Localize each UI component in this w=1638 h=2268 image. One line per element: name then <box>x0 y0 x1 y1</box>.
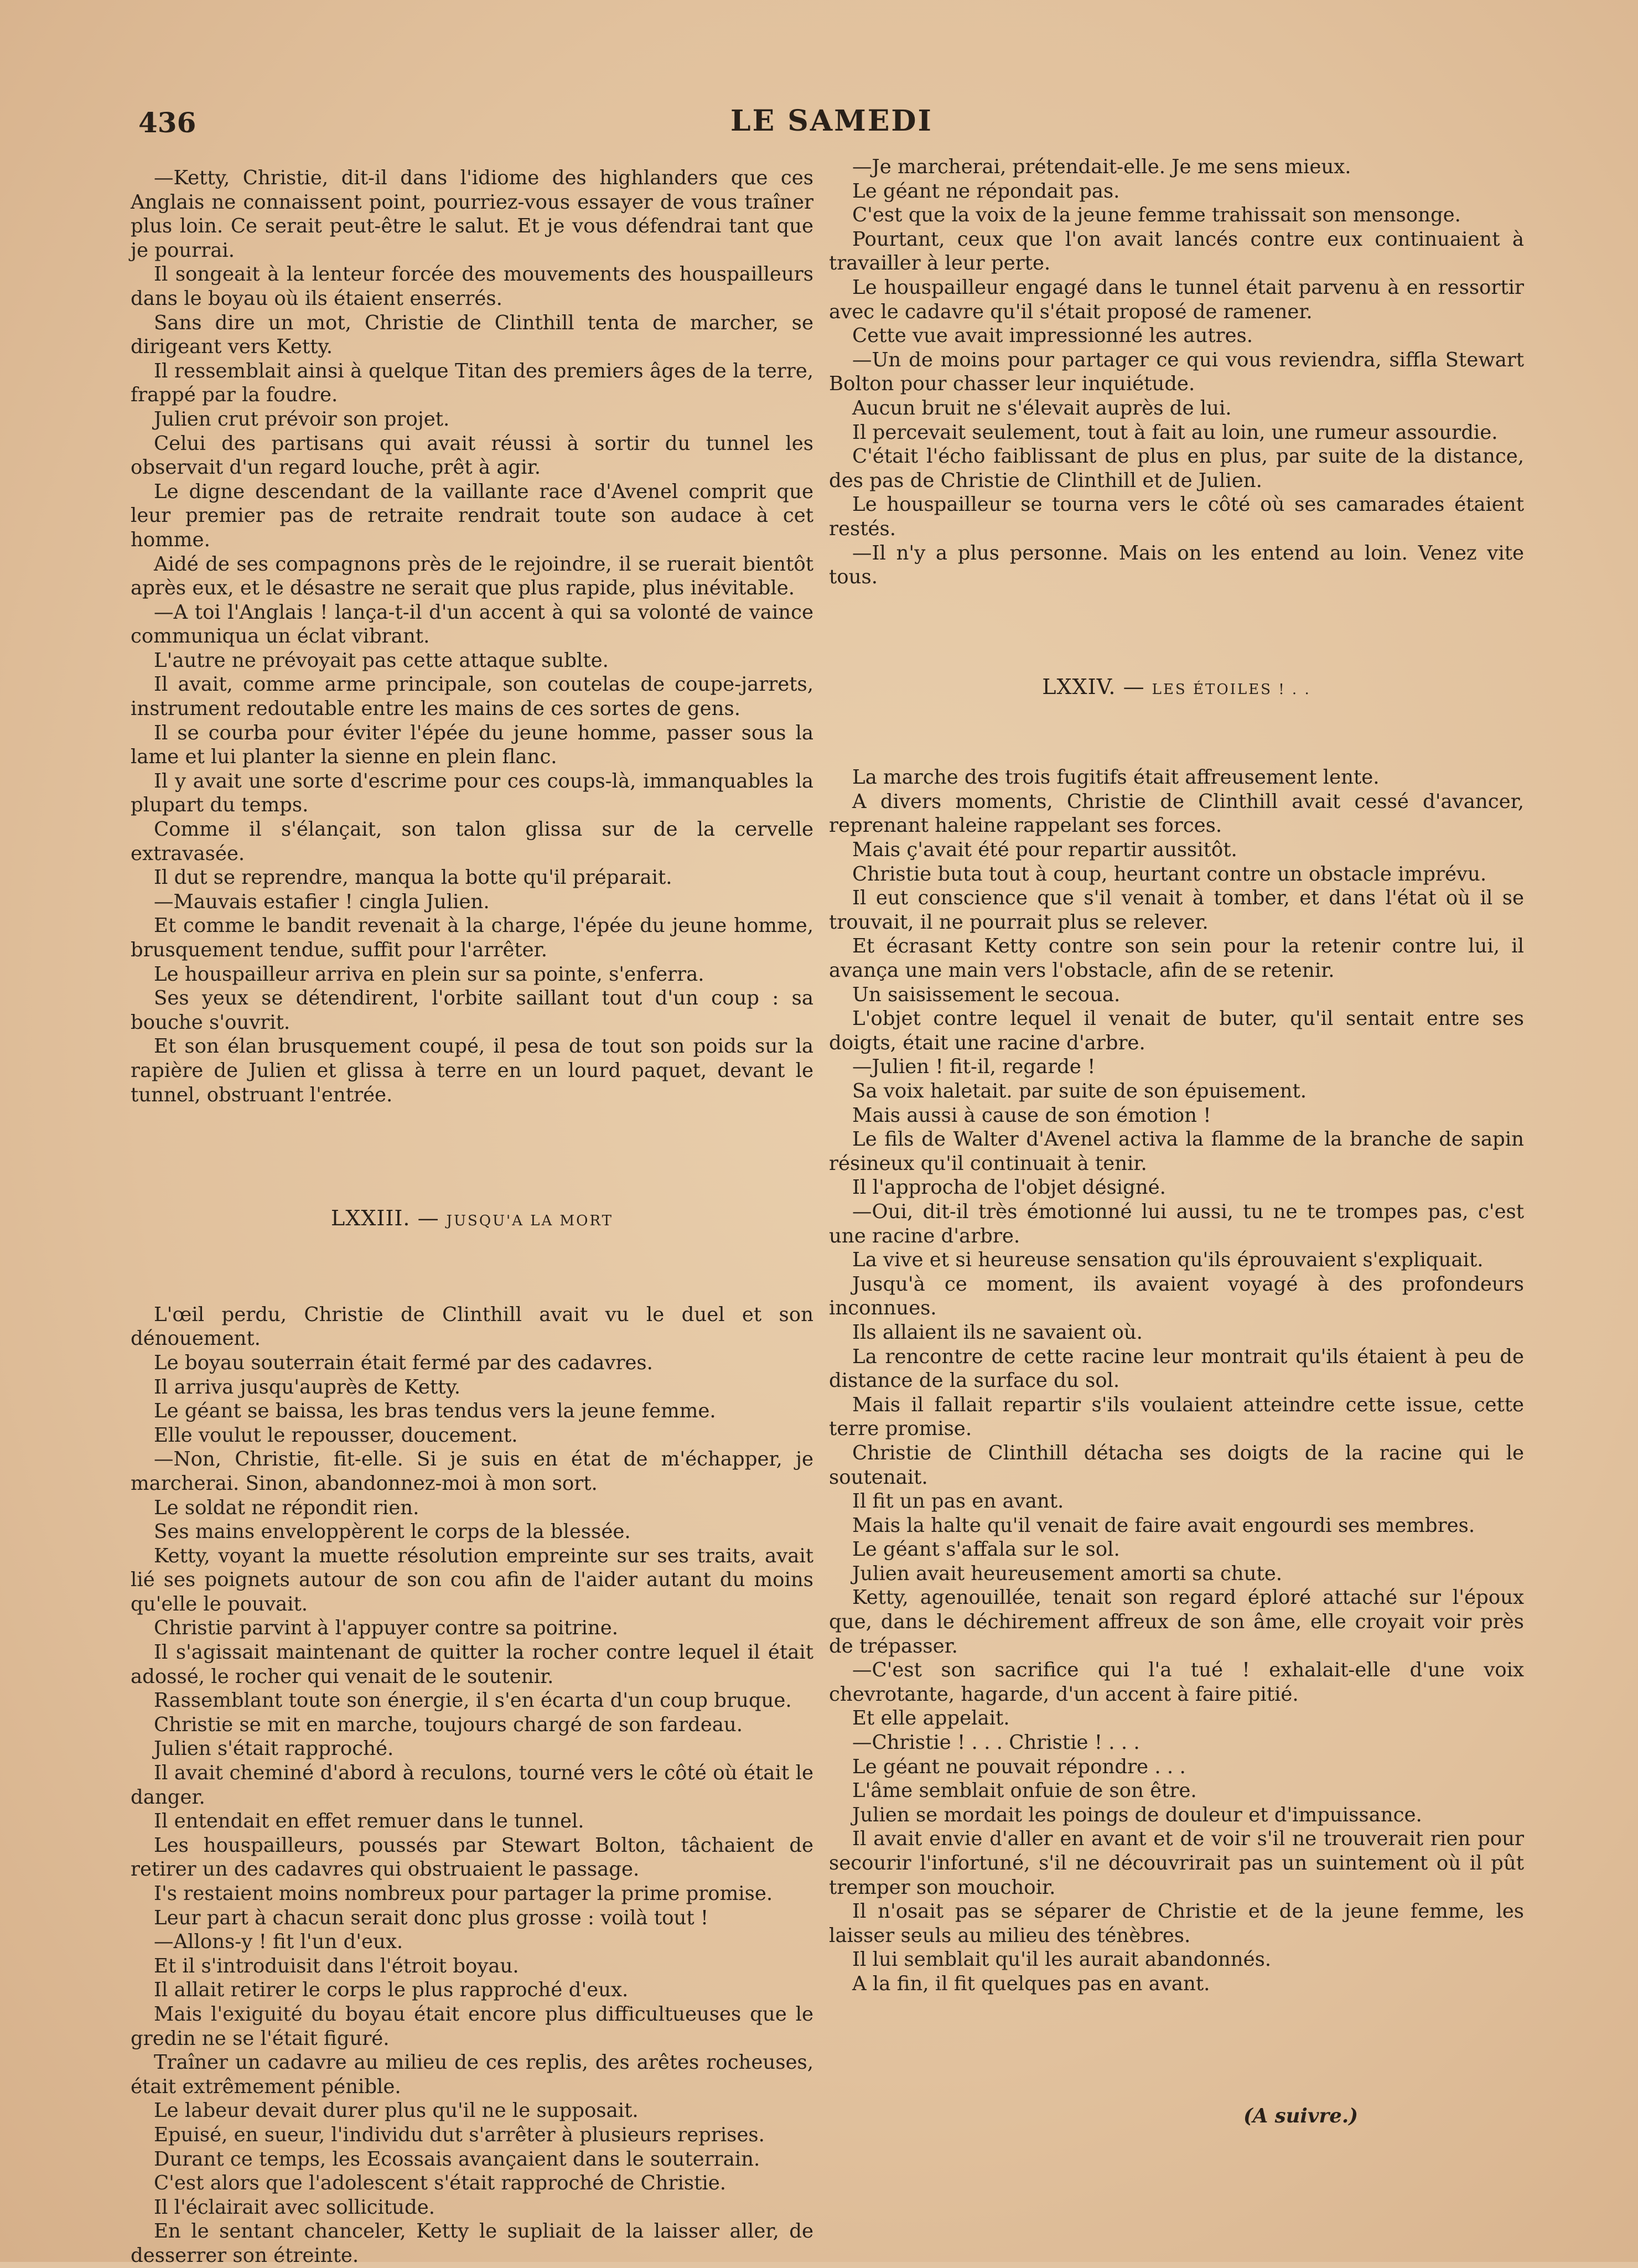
paragraph: Le géant s'affala sur le sol. <box>852 1538 1120 1561</box>
chapter-title: JUSQU'A LA MORT <box>446 1213 613 1230</box>
paragraph: L'autre ne prévoyait pas cette attaque sublte. <box>154 649 609 672</box>
left-column <box>131 166 813 2268</box>
page-number: 436 <box>138 106 196 139</box>
paragraph: Durant ce temps, les Ecossais avançaient dans le souterrain. <box>154 2147 760 2171</box>
chapter-number: LXXIV. — <box>1042 674 1145 699</box>
paragraph: Il se courba pour éviter l'épée du jeune homme, passer sous la lame et lui planter la sienne en plein flanc. <box>131 721 813 769</box>
paragraph: Il allait retirer le corps le plus rapproché d'eux. <box>154 1979 629 2002</box>
paragraph: Julien crut prévoir son projet. <box>154 407 450 431</box>
paragraph: Julien s'était rapproché. <box>154 1737 394 1760</box>
paragraph: Il avait envie d'aller en avant et de voir s'il ne trouverait rien pour secourir l'infortuné, s'il ne découvrirait pas un suintement où il pût tremper son mouchoir. <box>829 1827 1524 1899</box>
paragraph: Jusqu'à ce moment, ils avaient voyagé à des profondeurs inconnues. <box>829 1272 1524 1320</box>
paragraph: Il arriva jusqu'auprès de Ketty. <box>154 1375 461 1399</box>
paragraph: Epuisé, en sueur, l'individu dut s'arrêter à plusieurs reprises. <box>154 2123 765 2146</box>
paragraph: Sa voix haletait. par suite de son épuisement. <box>852 1080 1307 1102</box>
paragraph: —Il n'y a plus personne. Mais on les entend au loin. Venez vite tous. <box>829 541 1524 589</box>
paragraph: C'est alors que l'adolescent s'était rapproché de Christie. <box>154 2172 726 2195</box>
paragraph: —Julien ! fit-il, regarde ! <box>852 1055 1096 1079</box>
chapter-heading-lxxiv <box>829 675 1524 702</box>
paragraph: Un saisissement le secoua. <box>852 983 1121 1006</box>
paragraph: Et il s'introduisit dans l'étroit boyau. <box>154 1954 519 1977</box>
paragraph: Il l'approcha de l'objet désigné. <box>852 1176 1166 1199</box>
paragraph: Et elle appelait. <box>852 1707 1010 1730</box>
paragraph: Julien avait heureusement amorti sa chute. <box>852 1562 1283 1585</box>
paragraph: Christie se mit en marche, toujours chargé de son fardeau. <box>154 1713 743 1736</box>
paragraph: Il y avait une sorte d'escrime pour ces coups-là, immanquables la plupart du temps. <box>131 769 813 817</box>
paragraph: Et son élan brusquement coupé, il pesa de tout son poids sur la rapière de Julien et glissa à terre en un lourd paquet, devant le tunnel, obstruant l'entrée. <box>131 1035 813 1106</box>
paragraph: Les houspailleurs, poussés par Stewart Bolton, tâchaient de retirer un des cadavres qui obstruaient le passage. <box>131 1834 813 1881</box>
paragraph: Il songeait à la lenteur forcée des mouvements des houspailleurs dans le boyau où ils étaient enserrés. <box>131 263 813 310</box>
paragraph: —C'est son sacrifice qui l'a tué ! exhalait-elle d'une voix chevrotante, hagarde, d'un accent à faire pitié. <box>829 1659 1524 1706</box>
paragraph: —Ketty, Christie, dit-il dans l'idiome des highlanders que ces Anglais ne connaissent point, pourriez-vous essayer de vous traîner plus loin. Ce serait peut-être le salut. Et je vous défendrai tant que je pourrai. <box>131 167 813 262</box>
paragraph: —A toi l'Anglais ! lança-t-il d'un accent à qui sa volonté de vaince communiqua un éclat vibrant. <box>131 600 813 648</box>
paragraph: Mais la halte qu'il venait de faire avait engourdi ses membres. <box>852 1514 1475 1537</box>
paragraph: Pourtant, ceux que l'on avait lancés contre eux continuaient à travailler à leur perte. <box>829 227 1524 275</box>
paragraph: —Mauvais estafier ! cingla Julien. <box>154 890 490 913</box>
paragraph: Elle voulut le repousser, doucement. <box>154 1423 518 1447</box>
paragraph: La rencontre de cette racine leur montrait qu'ils étaient à peu de distance de la surface du sol. <box>829 1345 1524 1392</box>
running-title: LE SAMEDI <box>730 104 933 138</box>
paragraph: C'était l'écho faiblissant de plus en plus, par suite de la distance, des pas de Christie de Clinthill et de Julien. <box>829 445 1524 492</box>
paragraph: En le sentant chanceler, Ketty le supliait de la laisser aller, de desserrer son étreinte. <box>131 2220 813 2267</box>
paragraph: Rassemblant toute son énergie, il s'en écarta d'un coup bruque. <box>154 1689 792 1712</box>
paragraph: —Christie ! . . . Christie ! . . . <box>852 1731 1140 1754</box>
paragraph: Mais l'exiguité du boyau était encore plus difficultueuses que le gredin ne se l'était figuré. <box>131 2002 813 2050</box>
paragraph: Le géant se baissa, les bras tendus vers la jeune femme. <box>154 1400 716 1423</box>
paragraph: Le fils de Walter d'Avenel activa la flamme de la branche de sapin résineux qu'il continuait à tenir. <box>829 1128 1524 1175</box>
paragraph: Le houspailleur se tourna vers le côté où ses camarades étaient restés. <box>829 493 1524 540</box>
paragraph: A la fin, il fit quelques pas en avant. <box>852 1972 1210 1995</box>
paragraph: Le digne descendant de la vaillante race d'Avenel comprit que leur premier pas de retraite rendrait toute son audace à cet homme. <box>131 480 813 551</box>
paragraph: Il l'éclairait avec sollicitude. <box>154 2195 436 2219</box>
right-column <box>829 155 1524 2128</box>
paragraph: Le houspailleur engagé dans le tunnel était parvenu à en ressortir avec le cadavre qu'il s'était proposé de ramener. <box>829 276 1524 323</box>
paragraph: Aucun bruit ne s'élevait auprès de lui. <box>852 396 1232 420</box>
paragraph: L'œil perdu, Christie de Clinthill avait vu le duel et son dénouement. <box>131 1303 813 1350</box>
paragraph: Il avait, comme arme principale, son coutelas de coupe-jarrets, instrument redoutable entre les mains de ces sortes de gens. <box>131 673 813 721</box>
paragraph: Le géant ne répondait pas. <box>852 179 1120 203</box>
to-be-continued: (A suivre.) <box>1243 2104 1358 2127</box>
paragraph: Et comme le bandit revenait à la charge, l'épée du jeune homme, brusquement tendue, suffit pour l'arrêter. <box>131 914 813 961</box>
chapter-heading-lxxiii <box>131 1207 813 1234</box>
paragraph: Il ressemblait ainsi à quelque Titan des premiers âges de la terre, frappé par la foudre. <box>131 359 813 407</box>
paragraph: —Un de moins pour partager ce qui vous reviendra, siffla Stewart Bolton pour chasser leur inquiétude. <box>829 348 1524 396</box>
paragraph: Comme il s'élançait, son talon glissa sur de la cervelle extravasée. <box>131 818 813 865</box>
paragraph: I's restaient moins nombreux pour partager la prime promise. <box>154 1882 773 1905</box>
paragraph: Ketty, agenouillée, tenait son regard éploré attaché sur l'époux que, dans le déchirement affreux de son âme, elle croyait voir près de trépasser. <box>829 1586 1524 1658</box>
paragraph: Il s'agissait maintenant de quitter la rocher contre lequel il était adossé, le rocher qui venait de le soutenir. <box>131 1641 813 1688</box>
paragraph: Christie parvint à l'appuyer contre sa poitrine. <box>154 1617 619 1640</box>
left-paragraphs-top <box>131 166 813 1107</box>
chapter-title: LES ÉTOILES ! . . <box>1152 681 1311 698</box>
paragraph: Il eut conscience que s'il venait à tomber, et dans l'état où il se trouvait, il ne pourrait plus se relever. <box>829 887 1524 934</box>
paragraph: Mais il fallait repartir s'ils voulaient atteindre cette issue, cette terre promise. <box>829 1393 1524 1441</box>
paragraph: Sans dire un mot, Christie de Clinthill tenta de marcher, se dirigeant vers Ketty. <box>131 311 813 359</box>
paragraph: —Oui, dit-il très émotionné lui aussi, tu ne te trompes pas, c'est une racine d'arbre. <box>829 1200 1524 1247</box>
paragraph: La marche des trois fugitifs était affreusement lente. <box>852 766 1380 789</box>
paragraph: Ils allaient ils ne savaient où. <box>852 1321 1143 1344</box>
paragraph: Traîner un cadavre au milieu de ces replis, des arêtes rocheuses, était extrêmement pénible. <box>131 2051 813 2098</box>
paragraph: Cette vue avait impressionné les autres. <box>852 324 1253 348</box>
paragraph: Celui des partisans qui avait réussi à sortir du tunnel les observait d'un regard louche, prêt à agir. <box>131 432 813 479</box>
paragraph: Le houspailleur arriva en plein sur sa pointe, s'enferra. <box>154 962 704 986</box>
paragraph: —Non, Christie, fit-elle. Si je suis en état de m'échapper, je marcherai. Sinon, abandonnez-moi à mon sort. <box>131 1448 813 1495</box>
right-paragraphs-bottom <box>829 765 1524 1996</box>
paragraph: Il n'osait pas se séparer de Christie et de la jeune femme, les laisser seuls au milieu des ténèbres. <box>829 1900 1524 1947</box>
paragraph: Ketty, voyant la muette résolution empreinte sur ses traits, avait lié ses poignets autour de son cou afin de l'aider autant du moins qu'elle le pouvait. <box>131 1544 813 1615</box>
paragraph: Ses mains enveloppèrent le corps de la blessée. <box>154 1520 631 1544</box>
paragraph: Il lui semblait qu'il les aurait abandonnés. <box>852 1948 1272 1971</box>
right-paragraphs-top <box>829 155 1524 589</box>
paragraph: Christie de Clinthill détacha ses doigts de la racine qui le soutenait. <box>829 1441 1524 1489</box>
chapter-number: LXXIII. — <box>331 1206 439 1231</box>
paragraph: Et écrasant Ketty contre son sein pour la retenir contre lui, il avança une main vers l'obstacle, afin de se retenir. <box>829 935 1524 982</box>
paragraph: Le géant ne pouvait répondre . . . <box>852 1755 1186 1778</box>
paragraph: L'objet contre lequel il venait de buter, qu'il sentait entre ses doigts, était une racine d'arbre. <box>829 1007 1524 1054</box>
paragraph: Julien se mordait les poings de douleur et d'impuissance. <box>852 1803 1422 1826</box>
paragraph: Il entendait en effet remuer dans le tunnel. <box>154 1810 584 1833</box>
paragraph: A divers moments, Christie de Clinthill avait cessé d'avancer, reprenant haleine rappelant ses forces. <box>829 790 1524 837</box>
paragraph: Il fit un pas en avant. <box>852 1490 1064 1513</box>
paragraph: Il dut se reprendre, manqua la botte qu'il préparait. <box>154 866 672 889</box>
paragraph: Il avait cheminé d'abord à reculons, tourné vers le côté où était le danger. <box>131 1762 813 1809</box>
paragraph: Mais ç'avait été pour repartir aussitôt. <box>852 838 1237 862</box>
paragraph: C'est que la voix de la jeune femme trahissait son mensonge. <box>852 204 1461 227</box>
paragraph: Christie buta tout à coup, heurtant contre un obstacle imprévu. <box>852 862 1487 886</box>
paragraph: Le soldat ne répondit rien. <box>154 1496 419 1519</box>
paragraph: L'âme semblait onfuie de son être. <box>852 1779 1197 1803</box>
left-paragraphs-bottom <box>131 1303 813 2268</box>
paragraph: Il percevait seulement, tout à fait au loin, une rumeur assourdie. <box>852 421 1498 444</box>
paragraph: Le boyau souterrain était fermé par des cadavres. <box>154 1351 653 1374</box>
paragraph: Leur part à chacun serait donc plus grosse : voilà tout ! <box>154 1906 709 1929</box>
paragraph: Le labeur devait durer plus qu'il ne le supposait. <box>154 2099 639 2122</box>
paragraph: —Allons-y ! fit l'un d'eux. <box>154 1930 403 1954</box>
paragraph: La vive et si heureuse sensation qu'ils éprouvaient s'expliquait. <box>852 1249 1484 1272</box>
paragraph: Mais aussi à cause de son émotion ! <box>852 1104 1211 1127</box>
paragraph: Aidé de ses compagnons près de le rejoindre, il se ruerait bientôt après eux, et le désastre ne serait que plus rapide, plus inévitable. <box>131 552 813 600</box>
paragraph: Ses yeux se détendirent, l'orbite saillant tout d'un coup : sa bouche s'ouvrit. <box>131 987 813 1034</box>
paragraph: —Je marcherai, prétendait-elle. Je me sens mieux. <box>852 156 1351 178</box>
